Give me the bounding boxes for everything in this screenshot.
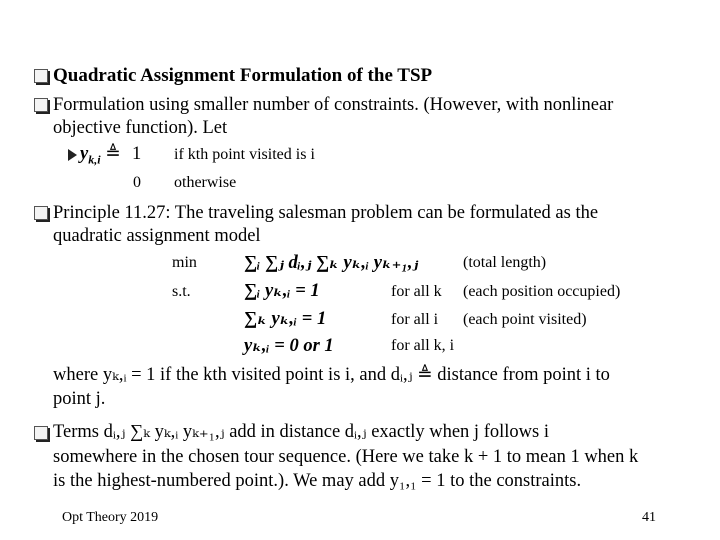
definition-value-0: 0	[133, 174, 141, 191]
where-line-2: point j.	[53, 389, 106, 409]
min-label: min	[172, 254, 197, 271]
footer-course-label: Opt Theory 2019	[62, 510, 159, 525]
page-number: 41	[642, 510, 656, 525]
st-label: s.t.	[172, 283, 191, 300]
terms-line-2: somewhere in the chosen tour sequence. (Here we take k + 1 to mean 1 when k	[53, 447, 639, 467]
constraint-2: ∑ₖ yₖ,ᵢ = 1	[244, 309, 327, 329]
constraint-3: yₖ,ᵢ = 0 or 1	[244, 336, 334, 356]
constraint-1-forall: for all k	[391, 283, 442, 300]
definition-condition-0: otherwise	[174, 174, 237, 191]
principle-line-1: Principle 11.27: The traveling salesman problem can be formulated as the	[53, 203, 599, 223]
intro-line-1: Formulation using smaller number of constraints. (However, with nonlinear	[53, 95, 614, 115]
bullet-icon	[34, 206, 48, 220]
constraint-2-note: (each point visited)	[463, 311, 587, 328]
constraint-3-forall: for all k, i	[391, 337, 455, 354]
definition-value-1: 1	[132, 144, 142, 164]
arrow-bullet-icon	[68, 149, 77, 161]
where-line-1: where yₖ,ᵢ = 1 if the kth visited point is i, and dᵢ,ⱼ ≜ distance from point i to	[53, 365, 610, 385]
slide-heading: Quadratic Assignment Formulation of the TSP	[53, 65, 433, 86]
bullet-icon	[34, 426, 48, 440]
definition-lhs: $y_{k,i}$ ≜	[80, 144, 121, 167]
constraint-1-note: (each position occupied)	[463, 283, 621, 300]
definition-condition-1: if kth point visited is i	[174, 146, 315, 163]
intro-line-2: objective function). Let	[53, 118, 228, 138]
objective-formula: ∑ᵢ ∑ⱼ dᵢ,ⱼ ∑ₖ yₖ,ᵢ yₖ₊₁,ⱼ	[244, 253, 419, 273]
terms-line-3: is the highest-numbered point.). We may add y₁,₁ = 1 to the constraints.	[53, 471, 582, 491]
bullet-icon	[34, 69, 48, 83]
constraint-2-forall: for all i	[391, 311, 439, 328]
principle-line-2: quadratic assignment model	[53, 226, 261, 246]
bullet-icon	[34, 98, 48, 112]
objective-note: (total length)	[463, 254, 547, 271]
terms-line-1: Terms dᵢ,ⱼ ∑ₖ yₖ,ᵢ yₖ₊₁,ⱼ add in distance dᵢ,ⱼ exactly when j follows i	[53, 422, 549, 442]
constraint-1: ∑ᵢ yₖ,ᵢ = 1	[244, 281, 320, 301]
